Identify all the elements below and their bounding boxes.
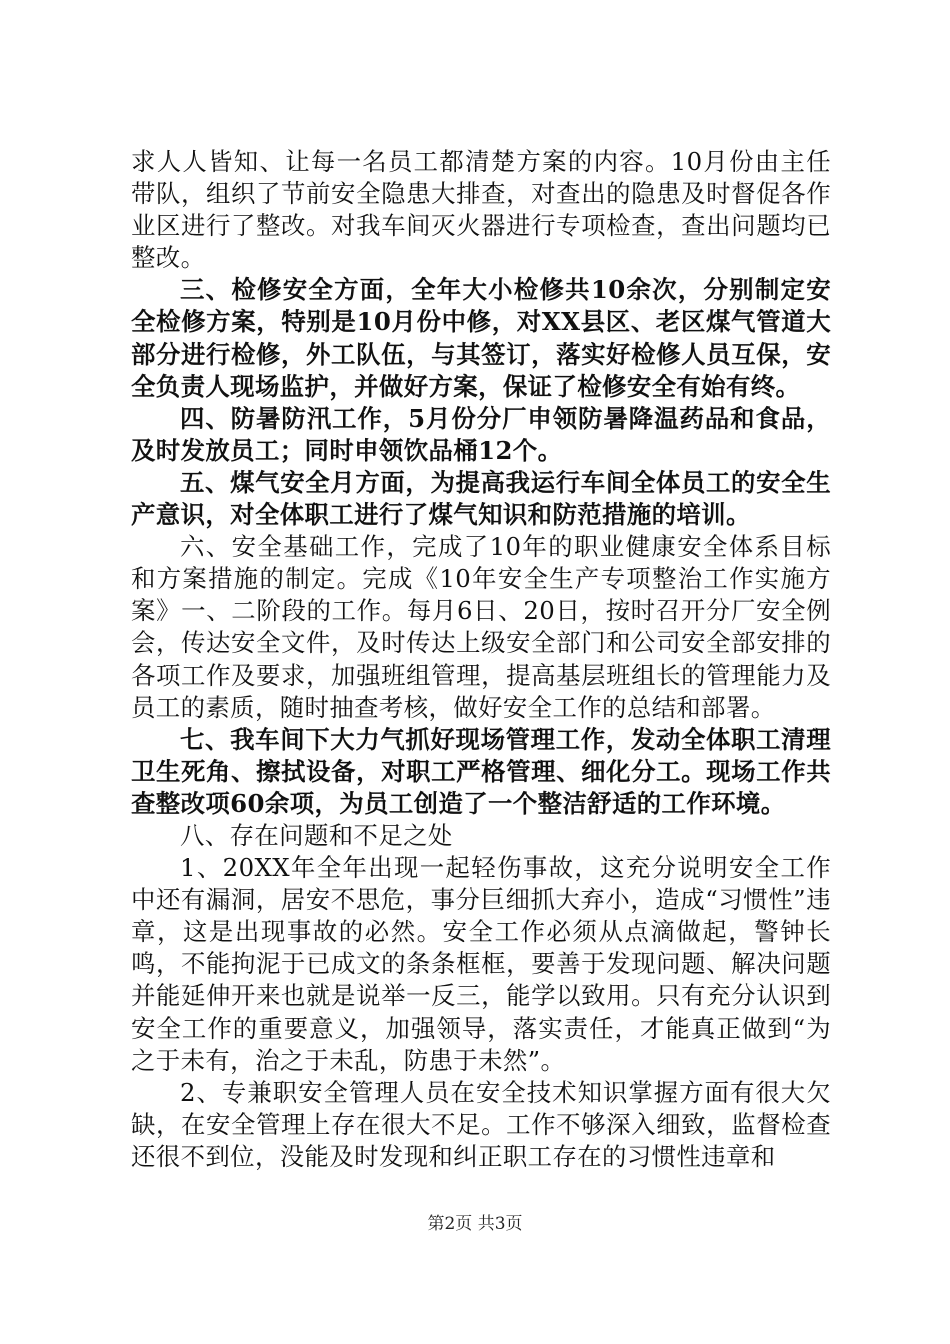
paragraph-4: 五、煤气安全月方面，为提高我运行车间全体员工的安全生产意识，对全体职工进行了煤气知识和防范措施的培训。 bbox=[131, 467, 831, 530]
paragraph-9: 2、专兼职安全管理人员在安全技术知识掌握方面有很大欠缺，在安全管理上存在很大不足。工作不够深入细致，监督检查还很不到位，没能及时发现和纠正职工存在的习惯性违章和 bbox=[131, 1077, 831, 1171]
paragraph-7: 八、存在问题和不足之处 bbox=[180, 820, 453, 850]
paragraph-1: 求人人皆知、让每一名员工都清楚方案的内容。10月份由主任带队，组织了节前安全隐患大排查，对查出的隐患及时督促各作业区进行了整改。对我车间灭火器进行专项检查，查出问题均已整改。 bbox=[131, 147, 831, 273]
page-number-footer: 第2页 共3页 bbox=[427, 1214, 523, 1234]
paragraph-6: 七、我车间下大力气抓好现场管理工作，发动全体职工清理卫生死角、擦拭设备，对职工严格管理、细化分工。现场工作共查整改项60余项，为员工创造了一个整洁舒适的工作环境。 bbox=[131, 724, 831, 818]
paragraph-2: 三、检修安全方面，全年大小检修共10余次，分别制定安全检修方案，特别是10月份中修，对XX县区、老区煤气管道大部分进行检修，外工队伍，与其签订，落实好检修人员互保，安全负责人现场监护，并做好方案，保证了检修安全有始有终。 bbox=[131, 275, 831, 401]
paragraph-3: 四、防暑防汛工作，5月份分厂申领防暑降温药品和食品，及时发放员工；同时申领饮品桶12个。 bbox=[131, 403, 831, 465]
paragraph-5: 六、安全基础工作，完成了10年的职业健康安全体系目标和方案措施的制定。完成《10年安全生产专项整治工作实施方案》一、二阶段的工作。每月6日、20日，按时召开分厂安全例会，传达安全文件，及时传达上级安全部门和公司安全部安排的各项工作及要求，加强班组管理，提高基层班组长的管理能力及员工的素质，随时抽查考核，做好安全工作的总结和部署。 bbox=[131, 532, 831, 722]
document-body bbox=[131, 146, 831, 1173]
paragraph-8: 1、20XX年全年出现一起轻伤事故，这充分说明安全工作中还有漏洞，居安不思危，事分巨细抓大弃小，造成“习惯性”违章，这是出现事故的必然。安全工作必须从点滴做起，警钟长鸣，不能拘泥于已成文的条条框框，要善于发现问题、解决问题并能延伸开来也就是说举一反三，能学以致用。只有充分认识到安全工作的重要意义，加强领导，落实责任，才能真正做到“为之于未有，治之于未乱，防患于未然”。 bbox=[131, 853, 831, 1075]
